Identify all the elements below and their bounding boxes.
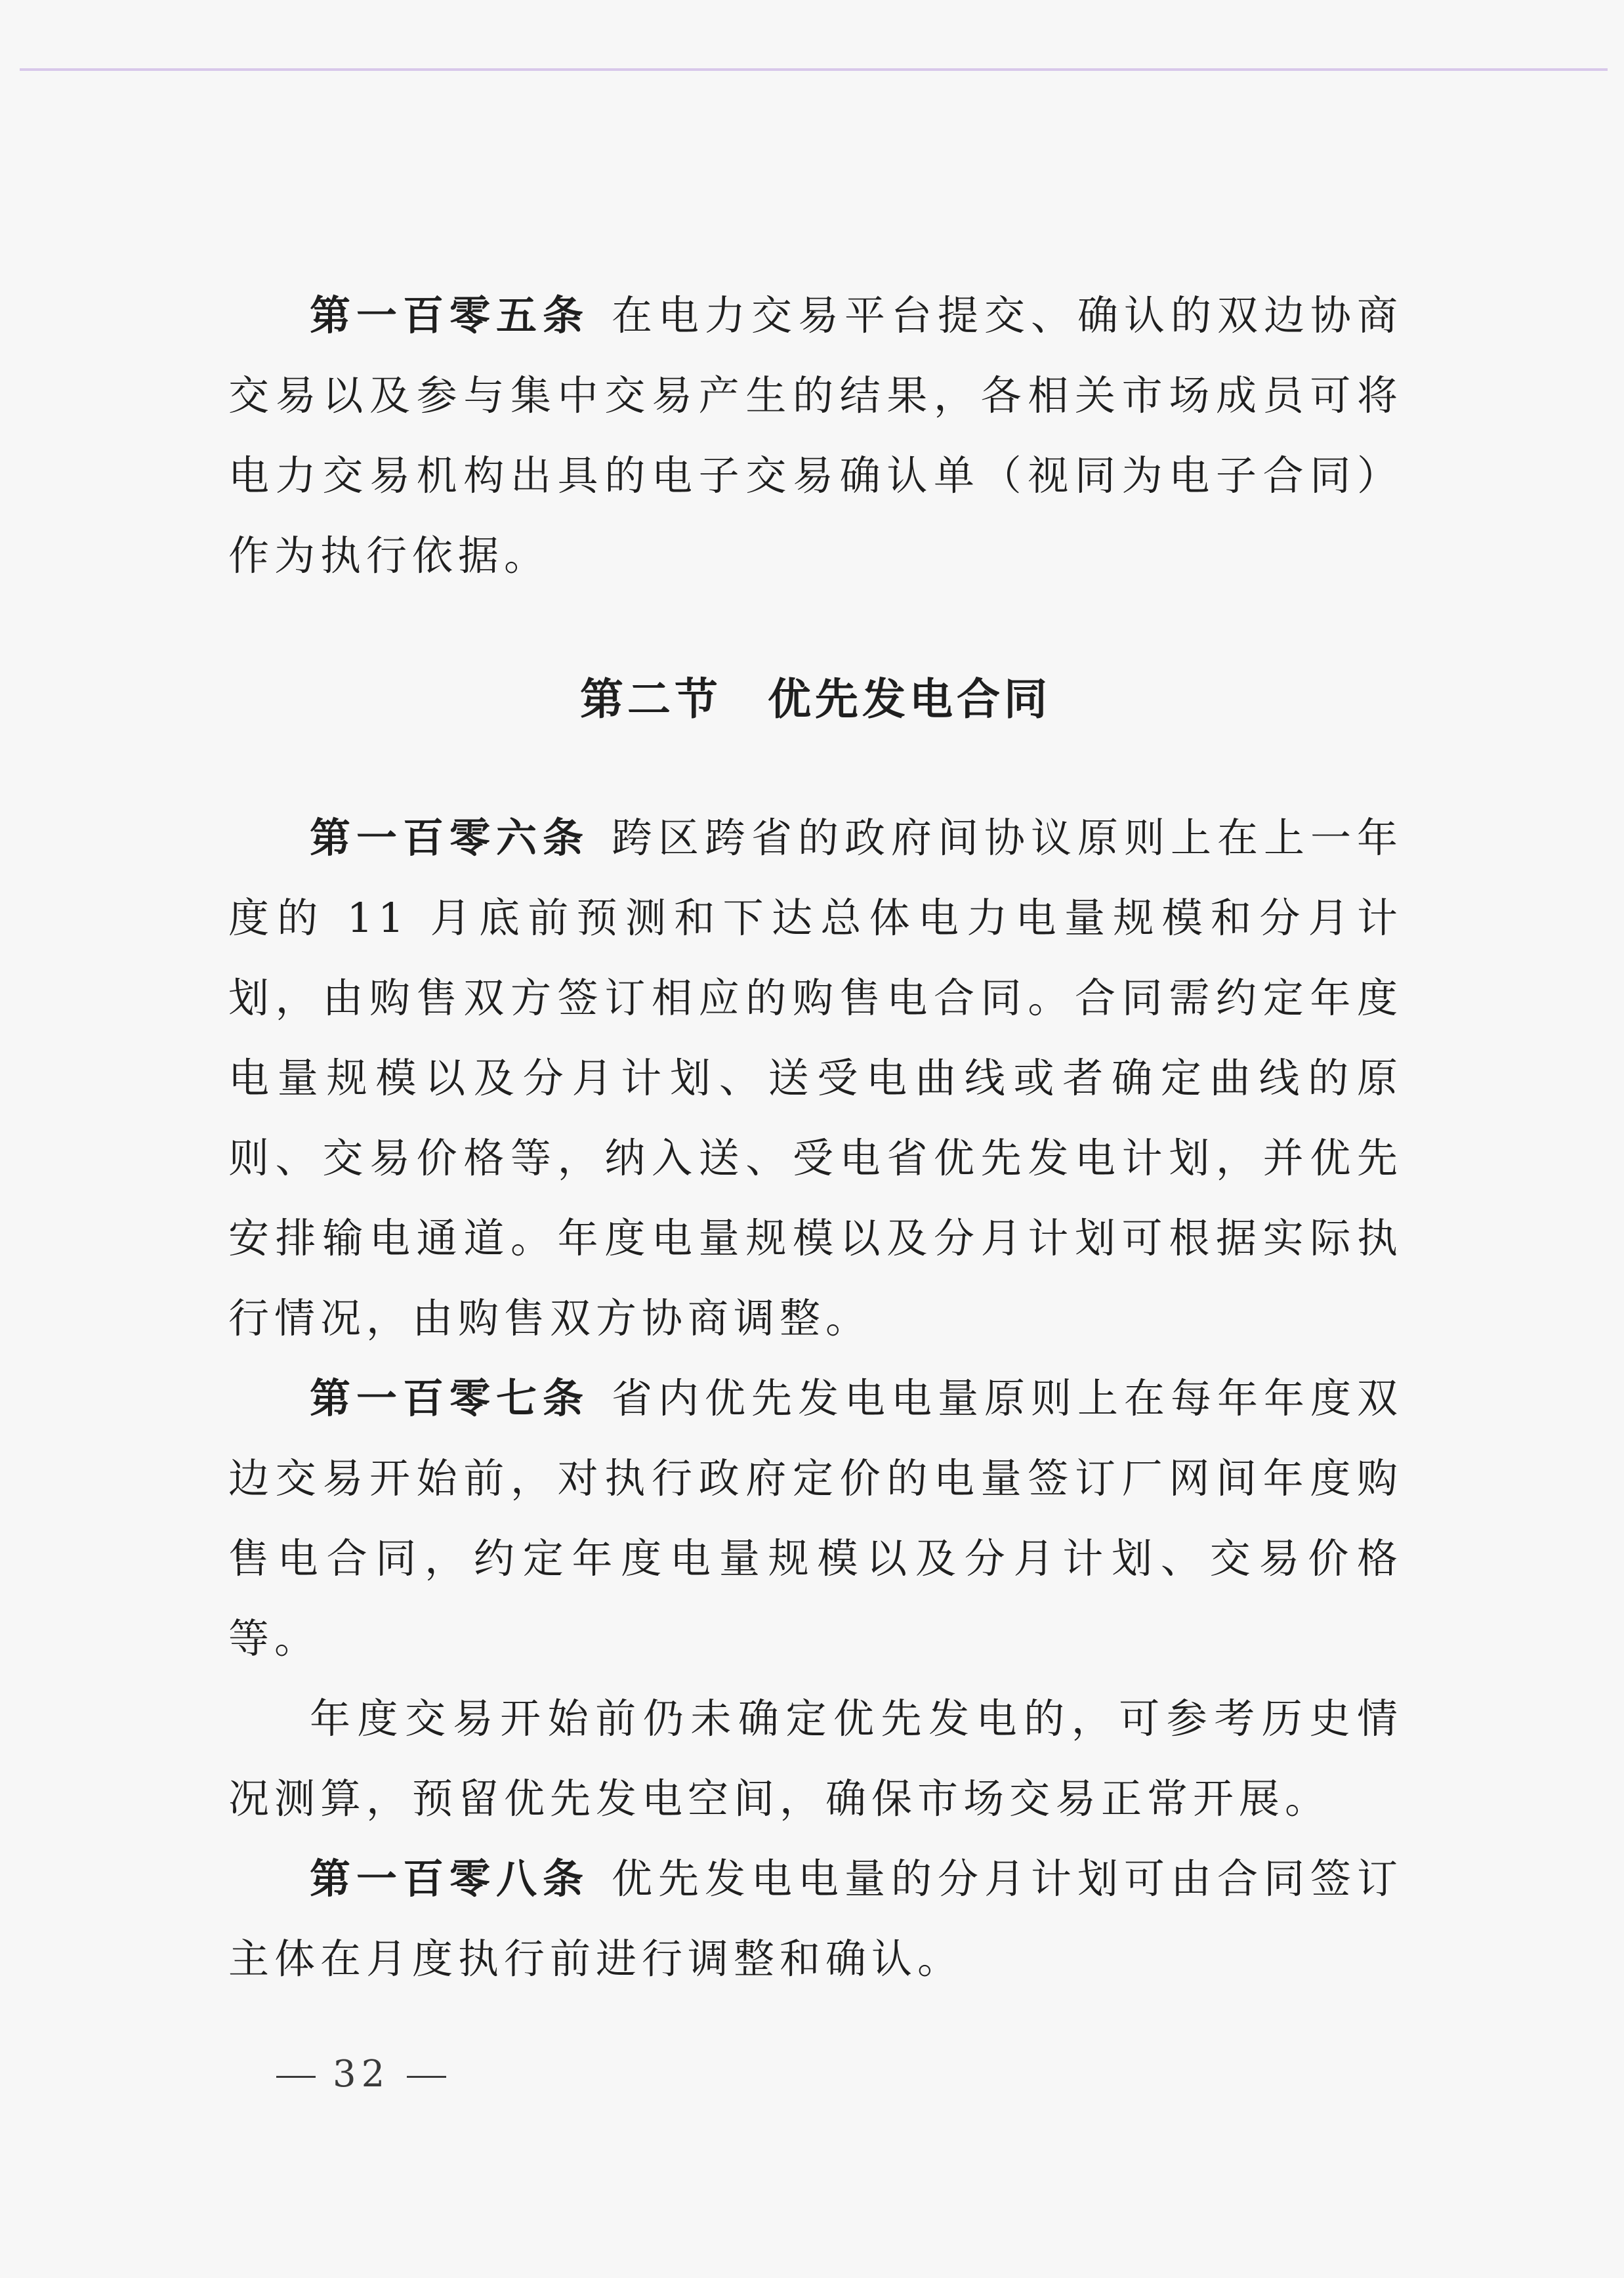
- section-name: 优先发电合同: [768, 673, 1051, 725]
- article-title: 第一百零六条: [310, 814, 589, 862]
- article-text: 年度交易开始前仍未确定优先发电的，可参考历史情况测算，预留优先发电空间，确保市场交易正常开展。: [228, 1695, 1403, 1823]
- page-number-dash-right: [407, 2076, 446, 2078]
- article-text: 跨区跨省的政府间协议原则上在上一年度的 11 月底前预测和下达总体电力电量规模和分月计划，由购售双方签订相应的购售电合同。合同需约定年度电量规模以及分月计划、送受电曲线或者确定曲线的原则、交易价格等，纳入送、受电省优先发电计划，并优先安排输电通道。年度电量规模以及分月计划可根据实际执行情况，由购售双方协商调整。: [228, 814, 1403, 1342]
- article-107: [228, 1359, 1403, 1679]
- article-title: 第一百零七条: [310, 1374, 589, 1422]
- article-105: [228, 276, 1403, 596]
- page-number-dash-left: [276, 2076, 316, 2078]
- section-heading: [228, 659, 1403, 739]
- article-text: 优先发电电量的分月计划可由合同签订主体在月度执行前进行调整和确认。: [228, 1855, 1403, 1983]
- header-rule: [20, 68, 1608, 71]
- article-text: 省内优先发电电量原则上在每年年度双边交易开始前，对执行政府定价的电量签订厂网间年度购售电合同，约定年度电量规模以及分月计划、交易价格等。: [228, 1374, 1403, 1662]
- paragraph-107-continued: [228, 1679, 1403, 1839]
- article-108: [228, 1839, 1403, 1999]
- section-number: 第二节: [580, 673, 722, 725]
- article-106: [228, 798, 1403, 1359]
- article-title: 第一百零八条: [310, 1855, 589, 1903]
- article-text: 在电力交易平台提交、确认的双边协商交易以及参与集中交易产生的结果，各相关市场成员可将电力交易机构出具的电子交易确认单（视同为电子合同）作为执行依据。: [228, 291, 1403, 580]
- article-title: 第一百零五条: [310, 291, 589, 339]
- document-body: [228, 276, 1403, 1999]
- page-number: [259, 2053, 463, 2096]
- page-number-value: 32: [333, 2053, 390, 2096]
